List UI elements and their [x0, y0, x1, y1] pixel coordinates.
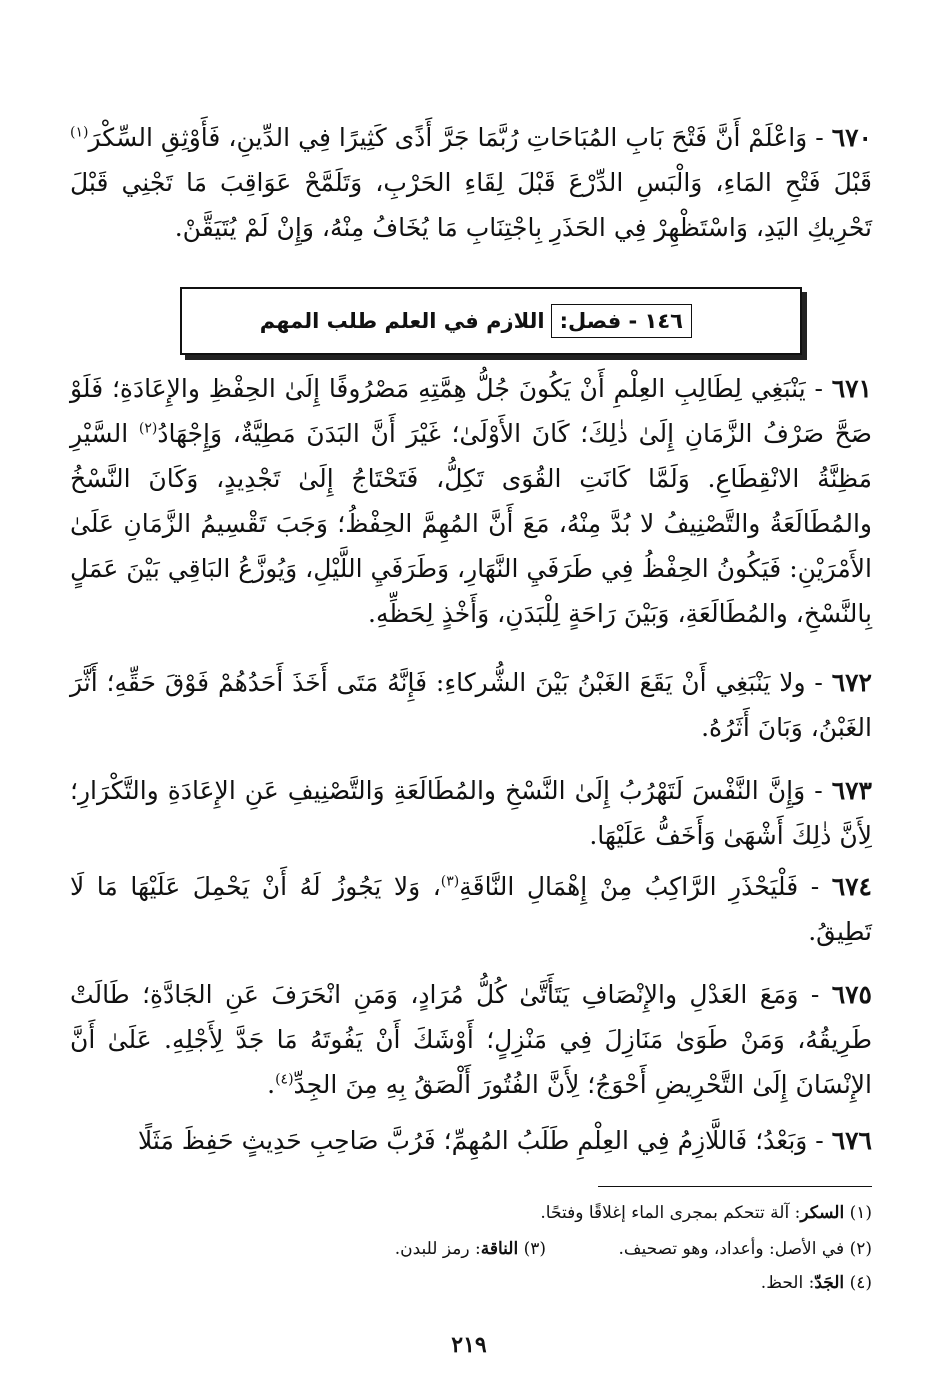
paragraph-text: ، وَلا يَجُوزُ لَهُ أَنْ يَحْمِلَ عَلَيْهَا مَا لَا تَطِيقُ. [70, 872, 872, 946]
section-heading [260, 296, 692, 346]
footnote-ref: (٢) [138, 420, 158, 437]
paragraph-text: - وَمَعَ العَدْلِ والإِنْصَافِ يَتَأَتَّىٰ كُلُّ مُرَادٍ، وَمَنِ انْحَرَفَ عَنِ الجَادَّةِ؛ طَالَتْ طَرِيقُهُ، وَمَنْ طَوَىٰ مَنَازِلَ فِي مَنْزِلٍ؛ أَوْشَكَ أَنْ يَفُوتَهُ مَا جَدَّ لِأَجْلِهِ. عَلَىٰ أَنَّ الإِنْسَانَ إِلَىٰ التَّحْرِيضِ أَحْوَجُ؛ لِأَنَّ الفُتُورَ أَلْصَقُ بِهِ مِنَ الجِدِّ [70, 980, 872, 1099]
footnote-term: الجَدّ [814, 1273, 845, 1293]
paragraph-text: - ولا يَنْبَغِي أَنْ يَقَعَ الغَبْنُ بَيْنَ الشُّركاءِ: فَإِنَّهُ مَتَى أَخَذَ أَحَدُهُمْ فَوْقَ حَقِّهِ؛ أَثَّرَ الغَبْنُ، وَبَانَ أَثَرُهُ. [70, 668, 872, 742]
footnote-ref: (٣) [440, 873, 460, 890]
paragraph-675 [70, 972, 872, 1107]
paragraph-text: السَّيْرِ مَظِنَّةُ الانْقِطَاعِ. وَلَمَّا كَانَتِ القُوَى تَكِلُّ، فَتَحْتَاجُ إِلَىٰ تَجْدِيدٍ، وَكَانَ النَّسْخُ والمُطَالَعَةُ والتَّصْنِيفُ لا بُدَّ مِنْهُ، مَعَ أَنَّ المُهِمَّ الحِفْظُ؛ وَجَبَ تَقْسِيمُ الزَّمَانِ عَلَىٰ الأَمْرَيْنِ: فَيَكُونُ الحِفْظُ فِي طَرَفَيِ النَّهَارِ، وَطَرَفَيِ اللَّيْلِ، وَيُوزَّعُ البَاقِي بَيْنَ عَمَلٍ بِالنَّسْخِ، والمُطَالَعَةِ، وَبَيْنَ رَاحَةٍ لِلْبَدَنِ، وَأَخْذٍ لِحَظِّهِ. [70, 419, 872, 628]
footnote-number: (١) [849, 1203, 872, 1223]
paragraph-672 [70, 660, 872, 750]
page-number: ٢١٩ [451, 1332, 487, 1358]
section-title: اللازم في العلم طلب المهم [259, 309, 545, 333]
footnote-number: (٤) [849, 1273, 872, 1293]
footnote-text: : آلة تتحكم بمجرى الماء إغلاقًا وفتحًا. [540, 1203, 801, 1223]
footnote-term: الناقة [480, 1239, 519, 1259]
footnote-number: (٢) [849, 1239, 872, 1259]
paragraph-670 [70, 115, 872, 250]
paragraph-number: ٦٧٣ [831, 776, 872, 805]
footnote-ref: (٤) [275, 1071, 294, 1088]
footnote-number: (٣) [523, 1239, 546, 1259]
footnote-text: : الحظ. [760, 1273, 815, 1293]
footnote-4 [761, 1270, 872, 1296]
footnote-1 [540, 1200, 872, 1226]
footnote-text: في الأصل: وأعداد، وهو تصحيف. [618, 1239, 845, 1259]
paragraph-text: - فَلْيَحْذَرِ الرَّاكِبُ مِنْ إِهْمَالِ النَّاقَةِ [459, 872, 832, 901]
footnote-divider [598, 1186, 872, 1187]
paragraph-676 [70, 1118, 872, 1163]
footnote-term: السكر [800, 1203, 845, 1223]
footnote-3 [395, 1236, 546, 1262]
paragraph-674 [70, 864, 872, 954]
footnote-2 [618, 1236, 872, 1262]
paragraph-text: - يَنْبَغِي لِطَالِبِ العِلْمِ أَنْ يَكُونَ جُلُّ هِمَّتِهِ مَصْرُوفًا إِلَىٰ الحِفْظِ والإِعَادَةِ؛ فَلَوْ صَحَّ صَرْفُ الزَّمَانِ إِلَىٰ ذٰلِكَ؛ كَانَ الأَوْلَىٰ؛ غَيْرَ أَنَّ البَدَنَ مَطِيَّةٌ، وَإِجْهَادُ [70, 374, 872, 448]
paragraph-text: - وَإِنَّ النَّفْسَ لَتَهْرُبُ إِلَىٰ النَّسْخِ والمُطَالَعَةِ وَالتَّصْنِيفِ عَنِ الإِعَادَةِ والتَّكْرَارِ؛ لِأَنَّ ذٰلِكَ أَشْهَىٰ وَأَخَفُّ عَلَيْهَا. [70, 776, 872, 850]
footnote-text: : رمز للبدن. [394, 1239, 481, 1259]
paragraph-673 [70, 768, 872, 858]
paragraph-text: - وَبَعْدُ؛ فَاللَّازِمُ فِي العِلْمِ طَلَبُ المُهِمِّ؛ فَرُبَّ صَاحِبِ حَدِيثٍ حَفِظَ مَثَلًا [138, 1126, 832, 1155]
paragraph-number: ٦٧٤ [831, 872, 872, 901]
paragraph-number: ٦٧١ [831, 374, 872, 403]
paragraph-text: قَبْلَ فَتْحِ المَاءِ، وَالْبَسِ الدِّرْعَ قَبْلَ لِقَاءِ الحَرْبِ، وَتَلَمَّحْ عَوَاقِبَ مَا تَجْنِي قَبْلَ تَحْرِيكِ اليَدِ، وَاسْتَظْهِرْ فِي الحَذَرِ بِاجْتِنَابِ مَا يُخَافُ مِنْهُ، وَإِنْ لَمْ يُتَيَقَّنْ. [70, 168, 872, 242]
paragraph-text: . [267, 1070, 276, 1099]
paragraph-671 [70, 366, 872, 636]
section-label: ١٤٦ - فصل: [551, 304, 692, 338]
paragraph-number: ٦٧٢ [831, 668, 872, 697]
paragraph-number: ٦٧٥ [831, 980, 872, 1009]
footnote-ref: (١) [70, 124, 89, 141]
paragraph-text: - وَاعْلَمْ أَنَّ فَتْحَ بَابِ المُبَاحَاتِ رُبَّمَا جَرَّ أَذًى كَثِيرًا فِي الدِّينِ، فَأَوْثِقِ السِّكْرَ [88, 123, 832, 152]
paragraph-number: ٦٧٠ [831, 123, 872, 152]
section-heading-box [180, 287, 802, 355]
paragraph-number: ٦٧٦ [831, 1126, 872, 1155]
